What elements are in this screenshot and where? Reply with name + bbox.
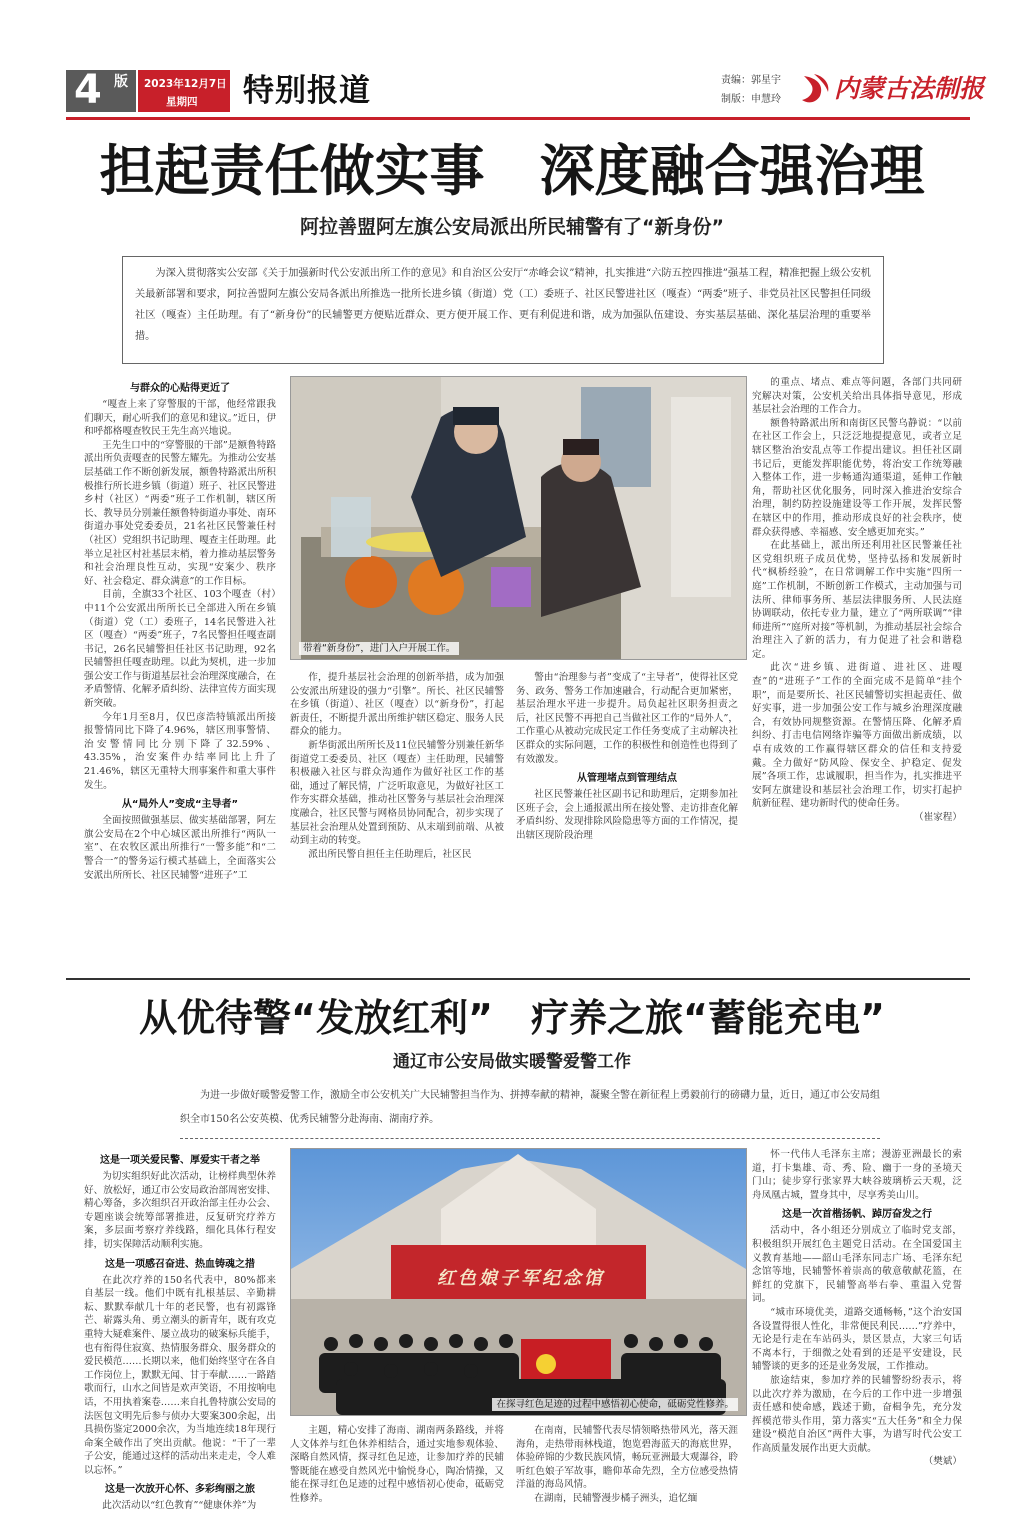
paragraph: 王先生口中的“穿警服的干部”是额鲁特路派出所负责嘎查的民警左耀先。为推动公安基层基础工作不断创新发展，额鲁特路派出所积极推行所长进乡镇（街道）班子、社区民警进乡村（社区）“两委”班子工作机制，辖区所长、教导员分别兼任额鲁特街道办事处、南环街道办事处党委委员，21名社区民警兼任村（社区）党组织书记助理、嘎查主任助理。此举立足社区村社基层末梢，着力推动基层警务和社会治理良性互动，实现“安案少、秩序好、社会稳定、群众满意”的工作目标。	[84, 439, 276, 587]
article2-column-1	[84, 1148, 276, 1512]
paragraph: 新华街派出所所长及11位民辅警分别兼任新华街道党工委委员、社区（嘎查）主任助理，民辅警积极融入社区与群众沟通作为做好社区工作的基础，通过了解民情，广泛听取意见，为做好社区工作夯实群众基础，推动社区警务与基层社会治理深度融合，社区民警与网格员协同配合，初步实现了基层社会治理从处置到预防、从末端到前端、从被动到主动的转变。	[290, 739, 504, 847]
paragraph: 作，提升基层社会治理的创新举措，成为加强公安派出所建设的强力“引擎”。所长、社区民辅警在乡镇（街道）、社区（嘎查）以“新身份”，打起新责任，不断提升派出所维护辖区稳定、服务人民群众的能力。	[290, 672, 504, 738]
date-block	[138, 70, 230, 112]
paragraph: 活动中，各小组还分别成立了临时党支部，积极组织开展红色主题党日活动。在全国爱国主义教育基地——韶山毛泽东同志广场、毛泽东纪念馆等地，民辅警怀着崇高的敬意敬献花篮，在鲜红的党旗下，民辅警高举右拳、重温入党誓词。	[752, 1225, 962, 1305]
paragraph: 社区民警兼任社区副书记和助理后，定期参加社区班子会，会上通报派出所在接处警、走访排查化解矛盾纠纷、发现排除风险隐患等方面的工作情况，提出辖区现阶段治理	[516, 789, 738, 841]
article2-subtitle: 通辽市公安局做实暖警爱警工作	[393, 1052, 631, 1072]
article1-photo-caption: 带着“新身份”，进门入户开展工作。	[299, 642, 459, 655]
article1-lead: 为深入贯彻落实公安部《关于加强新时代公安派出所工作的意见》和自治区公安厅“赤峰会议”精神，扎实推进“六防五控四推进”强基工程，精准把握上级公安机关最新部署和要求，阿拉善盟阿左旗公安局各派出所推选一批所长进乡镇（街道）党（工）委班子、社区民警进社区（嘎查）“两委”班子、非党员社区民警担任同级社区（嘎查）主任助理。有了“新身份”的民辅警更方便贴近群众、更方便开展工作、更有利促进和谐，成为加强队伍建设、夯实基层基础、深化基层治理的重要举措。	[135, 268, 871, 342]
section-title: 特别报道	[243, 73, 371, 109]
paragraph: 额鲁特路派出所和南街区民警乌静说：“以前在社区工作会上，只泛泛地提提意见，或者立足辖区整治治安乱点等工作提出建议。担任社区副书记后，更能发挥职能优势，将治安工作统筹融入整体工作，进一步畅通沟通渠道，延伸工作触角，帮助社区优化服务，同时深入推进治安综合治理，制约防控设施建设等工作开展，发挥民警在辖区中的作用，推动形成良好的社会秩序，使群众获得感、幸福感、安全感更加充实。”	[752, 417, 962, 538]
paragraph: 此次“进乡镇、进街道、进社区、进嘎查”的“进班子”工作的全面完成不是简单“挂个职”，而是要所长、社区民辅警切实担起责任、做好实事，进一步加强公安工作与城乡治理深度融合，有效协同规整资源。在警情压降、化解矛盾纠纷、打击电信网络诈骗等方面做出新成绩，以卓有成效的工作赢得辖区群众的信任和支持爱戴。全力做好“防风险、保安全、护稳定、促发展”各项工作，忠诚履职，担当作为，扎实推进平安阿左旗建设和基层社会治理工作，切实打起护航新征程、建功新时代的使命任务。	[752, 662, 962, 810]
paragraph: “城市环境优美，道路交通畅畅，”这个治安国各设置得很人性化，非常便民利民……”疗养中，无论是行走在车站码头，景区景点，大家三句话不离本行，于细微之处看到的还是平安建设，民辅警谈的更多的还是业务发展，工作推动。	[752, 1306, 962, 1373]
article2-photo	[290, 1148, 747, 1416]
article1-subtitle: 阿拉善盟阿左旗公安局派出所民辅警有了“新身份”	[300, 216, 724, 238]
article1-photo	[290, 376, 747, 660]
article2-signature: （樊斌）	[923, 1456, 962, 1468]
newspaper-name: 内蒙古法制报	[834, 74, 985, 103]
article1-heading-2: 从“局外人”变成“主导者”	[121, 799, 239, 811]
paragraph: 在此基础上，派出所还利用社区民警兼任社区党组织班子成员优势，坚持弘扬和发展新时代“枫桥经验”，在日常调解工作中实施“四所一庭”工作机制，不断创新工作模式，主动加强与司法所、律师事务所、基层法律服务所、人民法庭协调联动，依托专业力量，建立了“两所联调”“律师进所”“庭所对接”等机制，为推动基层社会综合治理注入了新的活力，有力促进了社会和谐稳定。	[752, 540, 962, 660]
paragraph: 在南南，民辅警代表尽情领略热带风光，落天涯海角，走热带雨林栈道，饱览碧海蓝天的海底世界，体验碎锦的少数民族风情，畅玩亚洲最大观瀑谷，聆听红色娘子军故事，瞻仰革命先烈，全方位感受热情洋溢的海岛风情。	[516, 1425, 738, 1491]
article1-column-4	[752, 376, 962, 966]
paragraph: 在湖南，民辅警漫步橘子洲头，追忆缅	[534, 1492, 698, 1504]
paragraph: 怀一代伟人毛泽东主席；漫游亚洲最长的索道，打卡集雄、奇、秀、险、幽于一身的圣境天门山；徒步穿行张家界大峡谷玻璃桥云天观，泛舟凤凰古城，置身其中，尽享秀美山川。	[752, 1149, 962, 1201]
article-divider	[66, 978, 970, 980]
paragraph: 派出所民警自担任主任助理后，社区民	[308, 848, 472, 860]
article2-heading-4: 这是一次首楷扬帆、踔厉奋发之行	[782, 1209, 932, 1221]
article2-column-2	[290, 1424, 504, 1504]
issue-weekday: 星期四	[166, 96, 198, 108]
article1-heading-1: 与群众的心贴得更近了	[130, 383, 230, 394]
article1-lead-box	[122, 256, 884, 364]
paragraph: 在此次疗养的150名代表中，80%都来自基层一线。他们中既有扎根基层、辛勤耕耘、默默奉献几十年的老民警，也有初露锋芒、崭露头角、勇立潮头的新青年，既有攻克重特大疑难案件、屡立战功的破案标兵能手，也有衔得住寂寞、热情服务群众、服务群众的爱民模范……长期以来，他们始终坚守在各自工作岗位上，默默无闻、甘于奉献……一路踏歌而行，山水之间皆是欢声笑语，不用按响电话，不用执着案卷……来自扎鲁特旗公安局的法医包文明先后参与侦办大要案300余起，出具损伤鉴定2000余次，为当地连续18年现行命案全破作出了突出贡献。他说：“干了一辈子公安，能通过这样的活动出来走走，令人难以忘怀。”	[84, 1274, 276, 1476]
paragraph: 主题，精心安排了海南、湖南两条路线，并将人文体养与红色休养相结合，通过实地参观体验、深略自然风情，探寻红色足迹，让参加疗养的民辅警既能在感受自然风光中愉悦身心，陶冶情操，又能在探寻红色足迹的过程中感悟初心使命，砥砺党性修养。	[290, 1425, 504, 1504]
paragraph: 旅途结束，参加疗养的民辅警纷纷表示，将以此次疗养为激励，在今后的工作中进一步增强责任感和使命感，践述于勤，奋楫争先，充分发挥模范带头作用，第力落实“五大任务”和全力保建设“模范自治区”两件大事，为谱写时代公安工作高质量发展作出更大贡献。	[752, 1374, 962, 1454]
article2-title: 从优待警“发放红利” 疗养之旅“蓄能充电”	[139, 996, 885, 1040]
newspaper-logo	[798, 66, 985, 110]
museum-sign: 红色娘子军纪念馆	[437, 1268, 605, 1289]
article1-heading-3: 从管理堵点到管理结点	[577, 773, 677, 785]
article2-photo-caption: 在探寻红色足迹的过程中感悟初心使命，砥砺党性修养。	[492, 1398, 738, 1411]
article2-heading-1: 这是一项关爱民警、厚爱实干者之举	[100, 1155, 260, 1166]
article1-column-2	[290, 671, 504, 971]
paragraph: 为切实组织好此次活动，让榜样典型休养好、放松好，通辽市公安局政治部周密安排、精心筹备，多次组织召开政治部主任办公会、专题座谈会统筹部署推进，反复研究疗养方案，多层面考察疗养线路，细化具体行程安排，切实保障活动顺利实施。	[84, 1171, 276, 1250]
article1-column-1	[84, 376, 276, 966]
page-number: 4	[74, 67, 102, 113]
article2-column-4	[752, 1148, 962, 1478]
paragraph: 警由“治理参与者”变成了“主导者”，使得社区党务、政务、警务工作加速融合，行动配合更加紧密，基层治理水平进一步提升。局负起社区职务担责之后，社区民警不再把自己当做社区工作的“局外人”，工作重心从被动完成民定工作任务变成了主动解决社区群众的实际问题，工作的积极性和创造性也得到了有效激发。	[516, 672, 738, 765]
article1-signature: （崔家程）	[914, 812, 962, 823]
paragraph: 今年1月至8月，仅巴彦浩特镇派出所接报警情同比下降了4.96%，辖区刑事警情、治安警情同比分别下降了32.59%、43.35%，治安案件办结率同比上升了21.46%，辖区无重特大刑事案件和重大事件发生。	[84, 711, 276, 791]
paragraph: 此次活动以“红色教育”“健康休养”为	[102, 1500, 257, 1512]
editor-credit: 责编：郭星宇	[721, 75, 781, 86]
paragraph: 全面按照做强基层、做实基础部署，阿左旗公安局在2个中心城区派出所推行“两队一室”、在农牧区派出所推行“一警多能”和“二警合一”的警务运行模式基础上，全面落实公安派出所所长、社区民辅警“进班子”工	[84, 815, 276, 881]
article2-column-3	[516, 1424, 738, 1504]
page-number-badge	[66, 67, 136, 113]
article2-heading-2: 这是一项感召奋进、热血铸魂之措	[105, 1258, 255, 1270]
article1-column-3	[516, 671, 738, 971]
paragraph: “嘎查上来了穿警服的干部，他经常跟我们聊天，耐心听我们的意见和建议。”近日，伊和呼都格嘎查牧民王先生高兴地说。	[84, 399, 276, 438]
article2-lead: 为进一步做好暖警爱警工作，激励全市公安机关广大民辅警担当作为、拼搏奉献的精神，凝聚全警在新征程上勇毅前行的磅礴力量，近日，通辽市公安局组织全市150名公安英模、优秀民辅警分赴海南、湖南疗养。	[180, 1084, 880, 1139]
paragraph: 的重点、堵点、难点等问题，各部门共同研究解决对策，公安机关给出具体指导意见，形成基层社会治理的工作合力。	[752, 377, 962, 416]
police-visit-image	[291, 377, 746, 659]
article1-title: 担起责任做实事 深度融合强治理	[99, 139, 925, 203]
page-char: 版	[114, 74, 128, 90]
producer-credit: 制版：申慧玲	[721, 94, 781, 105]
logo-emblem-icon	[798, 72, 832, 106]
masthead-rule	[66, 117, 970, 120]
article2-heading-3: 这是一次放开心怀、多彩绚丽之旅	[105, 1484, 255, 1496]
issue-date: 2023年12月7日	[144, 78, 227, 90]
paragraph: 目前，全旗33个社区、103个嘎查（村）中11个公安派出所所长已全部进入所在乡镇（街道）党（工）委班子，14名民警进入社区（嘎查）“两委”班子，7名民警担任嘎查副书记，26名民辅警担任社区书记助理，92名民辅警担任嘎查助理。以此为契机，进一步加强公安工作与街道基层社会治理深度融合，在矛盾警情、化解矛盾纠纷、法律宣传方面实现新突破。	[84, 589, 276, 710]
